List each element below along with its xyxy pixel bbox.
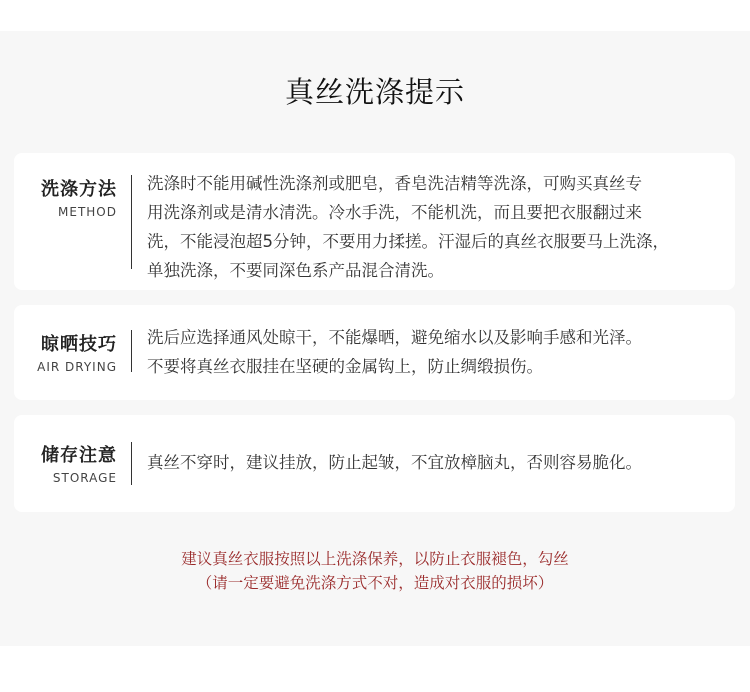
section-card-storage xyxy=(14,415,735,512)
body-line: 洗，不能浸泡超5分钟，不要用力揉搓。汗湿后的真丝衣服要马上洗涤， xyxy=(147,232,669,251)
section-card-air-drying xyxy=(14,305,735,400)
section-label xyxy=(7,441,117,485)
body-line: 真丝不穿时，建议挂放，防止起皱，不宜放樟脑丸，否则容易脆化。 xyxy=(147,453,642,472)
section-card-method xyxy=(14,153,735,290)
care-note-line: （请一定要避免洗涤方式不对，造成对衣服的损坏） xyxy=(196,574,554,592)
divider xyxy=(131,442,132,485)
body-line: 洗后应选择通风处晾干，不能爆晒，避免缩水以及影响手感和光泽。 xyxy=(147,328,642,347)
section-label-zh: 洗涤方法 xyxy=(41,179,117,200)
body-line: 单独洗涤，不要同深色系产品混合清洗。 xyxy=(147,261,444,280)
section-body xyxy=(147,323,717,381)
section-label-zh: 储存注意 xyxy=(41,445,117,466)
care-note-line: 建议真丝衣服按照以上洗涤保养，以防止衣服褪色，勾丝 xyxy=(181,550,569,568)
section-label xyxy=(7,175,117,219)
body-line: 洗涤时不能用碱性洗涤剂或肥皂，香皂洗洁精等洗涤，可购买真丝专 xyxy=(147,174,642,193)
section-label xyxy=(7,330,117,374)
body-line: 不要将真丝衣服挂在坚硬的金属钩上，防止绸缎损伤。 xyxy=(147,357,543,376)
care-note xyxy=(0,547,750,595)
section-body xyxy=(147,448,717,477)
section-body xyxy=(147,169,717,285)
section-label-zh: 晾晒技巧 xyxy=(41,334,117,355)
section-label-en: METHOD xyxy=(58,205,117,219)
page-title: 真丝洗涤提示 xyxy=(284,75,465,109)
section-label-en: AIR DRYING xyxy=(37,360,117,374)
section-label-en: STORAGE xyxy=(52,471,117,485)
divider xyxy=(131,175,132,269)
divider xyxy=(131,330,132,372)
body-line: 用洗涤剂或是清水清洗。冷水手洗，不能机洗，而且要把衣服翻过来 xyxy=(147,203,642,222)
